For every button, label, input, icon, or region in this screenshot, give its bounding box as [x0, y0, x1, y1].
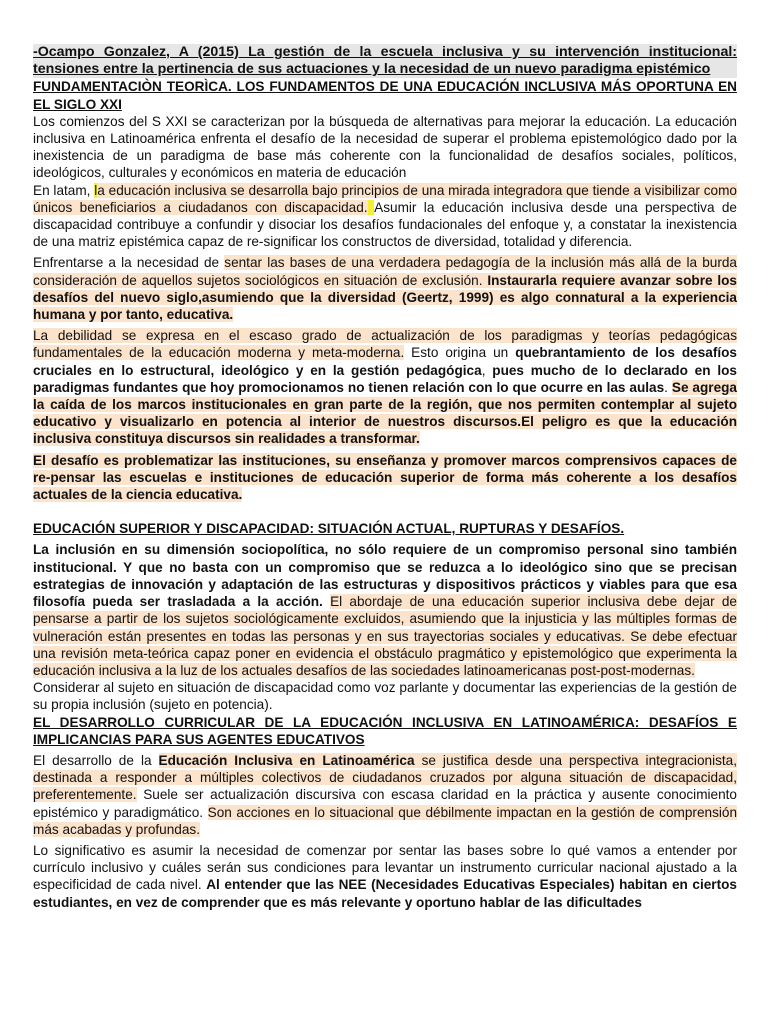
p9-text-a: Lo significativo es asumir la necesidad de comenzar por sentar las bases sobre lo qué vamos a entender por currículo inclusivo y cuáles serán sus condiciones para levantar un instrumento curricular nacional ajustado a la especificidad de cada nivel.	[33, 842, 737, 893]
paragraph-5	[33, 452, 737, 504]
p3-highlight: sentar las bases de una verdadera pedagogía de la inclusión más allá de la burda consideración de aquellos sujetos sociológicos en situación de exclusión.	[33, 255, 737, 288]
p4-bold-e: pues mucho de lo declarado en los paradigmas fundantes que hoy promocionamos no tienen relación con lo que ocurre en las aulas	[33, 362, 737, 395]
p2-text-e: Asumir la educación inclusiva desde una perspectiva de discapacidad contribuye a confundir y disociar los desafíos fundacionales del enfoque y, a constatar la inexistencia de una matriz epistémica capaz de re-significar los constructos de diversidad, totalidad y diferencia.	[33, 199, 737, 250]
paragraph-6	[33, 541, 737, 679]
p4-text-d: ,	[481, 362, 493, 378]
paragraph-2	[33, 182, 737, 251]
paragraph-8	[33, 752, 737, 838]
document-page	[33, 44, 738, 910]
p8-highlight-e: Son acciones en lo situacional que débilmente impactan en la gestión de comprensión más acabadas y profundas.	[33, 804, 738, 837]
paragraph-4	[33, 327, 737, 447]
p3-bold-highlight: Instaurarla requiere avanzar sobre los desafíos del nuevo siglo,asumiendo que la diversidad (Geertz, 1999) es algo connatural a la experiencia humana y por tanto, educativa.	[33, 272, 737, 323]
p3-text-a: Enfrentarse a la necesidad de	[33, 255, 225, 271]
paragraph-9	[33, 842, 737, 910]
p8-text-d: Suele ser actualización discursiva con escasa claridad en la práctica y ausente conocimiento epistémico y paradigmático.	[33, 787, 737, 820]
p4-bold-c: quebrantamiento de los desafíos cruciales en lo estructural, ideológico y en la gestión pedagógica	[33, 345, 737, 378]
p2-text-a: En latam,	[33, 182, 95, 198]
p8-text-a: El desarrollo de la	[33, 752, 159, 768]
p6-bold-a: La inclusión en su dimensión sociopolítica, no sólo requiere de un compromiso personal sino también institucional. Y que no basta con un compromiso que se reduzca a lo ideológico sino que se precisan estrategias de innovación y adaptación de las estructuras y dispositivos prácticos y viables para que esa filosofía pueda ser trasladada a la acción.	[33, 542, 737, 610]
p2-highlight: a educación inclusiva se desarrolla bajo principios de una mirada integradora que tiende a visibilizar como únicos beneficiarios a ciudadanos con discapacidad.	[33, 182, 737, 215]
heading-educacion-superior: EDUCACIÓN SUPERIOR Y DISCAPACIDAD: SITUACIÓN ACTUAL, RUPTURAS Y DESAFÍOS.	[33, 521, 625, 537]
p8-bold-highlight-b: Educación Inclusiva en Latinoamérica	[158, 752, 415, 768]
heading-fundamentacion: FUNDAMENTACIÒN TEORÌCA. LOS FUNDAMENTOS DE UNA EDUCACIÓN INCLUSIVA MÁS OPORTUNA EN EL SIGLO XXI	[33, 79, 737, 112]
p6-highlight-c: El abordaje de una educación superior inclusiva debe dejar de pensarse a partir de los sujetos sociológicamente excluidos, asumiendo que la injusticia y las múltiples formas de vulneración están presentes en todas las personas y en sus trayectorias sociales y educativas. Se debe efectuar una revisión meta-teórica capaz poner en evidencia el obstáculo pragmático y epistemológico que experimenta la educación inclusiva a la luz de los actuales desafíos de las sociedades latinoamericanas post-post-modernas.	[33, 594, 737, 678]
heading-desarrollo-curricular: EL DESARROLLO CURRICULAR DE LA EDUCACIÓN INCLUSIVA EN LATINOAMÉRICA: DESAFÍOS E IMPLICANCIAS PARA SUS AGENTES EDUCATIVOS	[33, 714, 737, 747]
paragraph-7: Considerar al sujeto en situación de discapacidad como voz parlante y documentar las experiencias de la gestión de su propia inclusión (sujeto en potencia).	[33, 680, 737, 713]
p2-yellow-highlight-a: l	[94, 182, 98, 198]
p4-highlight-a: La debilidad se expresa en el escaso grado de actualización de los paradigmas y teorías pedagógicas fundamentales de la educación moderna y meta-moderna.	[33, 328, 737, 361]
p9-bold-b: Al entender que las NEE (Necesidades Educativas Especiales) habitan en ciertos estudiantes, en vez de comprender que es más relevante y oportuno hablar de las dificultades	[33, 877, 737, 910]
document-title: -Ocampo Gonzalez, A (2015) La gestión de la escuela inclusiva y su intervención institucional: tensiones entre la pertinencia de sus actuaciones y la necesidad de un nuevo paradigma epistémico	[33, 44, 737, 78]
paragraph-1: Los comienzos del S XXI se caracterizan por la búsqueda de alternativas para mejorar la educación. La educación inclusiva en Latinoamérica enfrenta el desafío de la necesidad de superar el problema epistemológico dado por la inexistencia de un paradigma de base más coherente con la funcionalidad de desafíos sociales, políticos, ideológicos, culturales y económicos en materia de educación	[33, 113, 737, 181]
paragraph-3	[33, 254, 737, 323]
p4-text-b: Esto origina un	[404, 345, 516, 361]
p4-text-f: .	[664, 379, 672, 395]
p4-bold-highlight-g: Se agrega la caída de los marcos institucionales en gran parte de la región, que nos permiten contemplar al sujeto educativo y visualizarlo en potencia al interior de nuestros discursos.El peligro es que la educación inclusiva constituya discursos sin realidades a transformar.	[33, 379, 737, 447]
p6-text-b	[323, 594, 330, 609]
p5-bold-highlight: El desafío es problematizar las instituciones, su enseñanza y promover marcos comprensivos capaces de re-pensar las escuelas e instituciones de educación superior de forma más coherente a los desafíos actuales de la ciencia educativa.	[33, 452, 737, 503]
p8-highlight-c: se justifica desde una perspectiva integracionista, destinada a responder a múltiples colectivos de ciudadanos cruzados por alguna situación de discapacidad, preferentemente.	[33, 752, 737, 803]
